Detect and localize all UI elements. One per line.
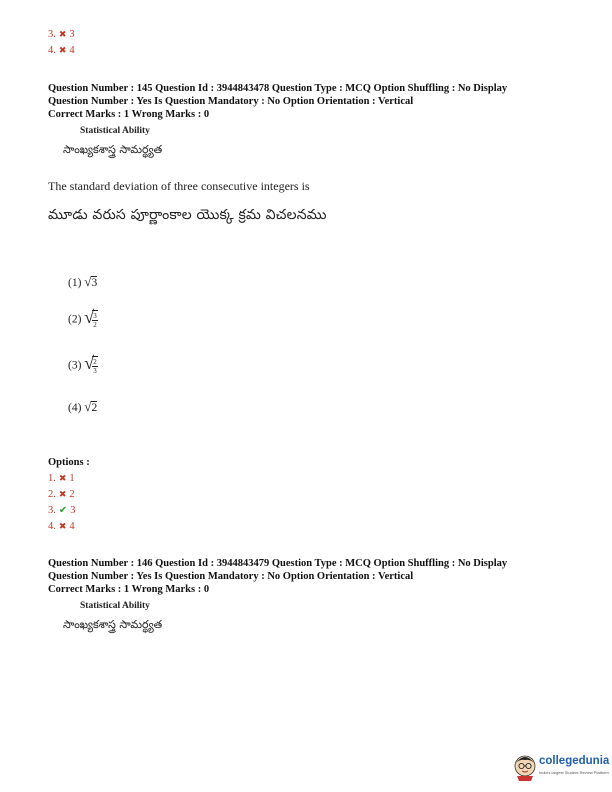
wrong-mark-icon: ✖ xyxy=(58,29,67,39)
radicand: 3 xyxy=(91,277,98,289)
meta-line-3: Correct Marks : 1 Wrong Marks : 0 xyxy=(48,109,210,120)
option-row xyxy=(48,489,75,500)
option-row xyxy=(48,29,75,40)
section-name-en: Statistical Ability xyxy=(80,601,150,611)
radicand: 2 xyxy=(91,402,98,414)
collegedunia-logo xyxy=(512,752,610,782)
choice-2 xyxy=(68,307,98,329)
option-number: 4. xyxy=(48,521,56,532)
question-meta-145 xyxy=(48,82,608,121)
meta-line-2: Question Number : Yes Is Question Mandatory : No Option Orientation : Vertical xyxy=(48,96,414,107)
option-number: 2. xyxy=(48,489,56,500)
choice-label: (4) xyxy=(68,402,82,414)
logo-brand-text: collegedunia xyxy=(539,755,610,767)
question-text-en: The standard deviation of three consecutive integers is xyxy=(48,179,310,193)
option-row-correct xyxy=(48,505,76,516)
meta-line-3: Correct Marks : 1 Wrong Marks : 0 xyxy=(48,584,210,595)
option-value: 2 xyxy=(69,489,75,500)
sqrt-symbol: √ xyxy=(84,399,92,414)
option-number: 1. xyxy=(48,473,56,484)
meta-line-1: Question Number : 146 Question Id : 3944843479 Question Type : MCQ Option Shuffling : No Display xyxy=(48,558,508,569)
option-value: 3 xyxy=(70,505,76,516)
option-number: 3. xyxy=(48,505,56,516)
option-value: 4 xyxy=(69,45,75,56)
choice-label: (1) xyxy=(68,277,82,289)
option-number: 4. xyxy=(48,45,56,56)
meta-line-2: Question Number : Yes Is Question Mandatory : No Option Orientation : Vertical xyxy=(48,571,414,582)
choice-label: (2) xyxy=(68,313,82,326)
choice-4 xyxy=(68,399,97,415)
option-value: 1 xyxy=(69,473,75,484)
check-mark-icon: ✔ xyxy=(58,505,68,516)
question-meta-146 xyxy=(48,557,608,596)
choice-label: (3) xyxy=(68,359,82,372)
wrong-mark-icon: ✖ xyxy=(58,473,67,483)
wrong-mark-icon: ✖ xyxy=(58,489,67,499)
fraction-denominator: 3 xyxy=(93,367,97,375)
wrong-mark-icon: ✖ xyxy=(58,45,67,55)
options-heading: Options : xyxy=(48,457,90,468)
sqrt-symbol: √ xyxy=(84,307,95,327)
option-row xyxy=(48,473,75,484)
option-value: 3 xyxy=(69,29,75,40)
question-text-te: మూడు వరుస పూర్ణాంకాల యొక్క క్రమ విచలనము xyxy=(48,207,327,223)
option-row xyxy=(48,521,75,532)
option-row xyxy=(48,45,75,56)
sqrt-symbol: √ xyxy=(84,274,92,289)
meta-line-1: Question Number : 145 Question Id : 3944843478 Question Type : MCQ Option Shuffling : No Display xyxy=(48,83,508,94)
sqrt-symbol: √ xyxy=(84,353,95,373)
section-name-te: సాంఖ్యకశాస్త్ర సామర్థ్యత xyxy=(63,618,163,631)
fraction-denominator: 2 xyxy=(93,321,97,329)
logo-tagline: India's largest Student Review Platform xyxy=(539,770,609,775)
option-number: 3. xyxy=(48,29,56,40)
section-name-te: సాంఖ్యకశాస్త్ర సామర్థ్యత xyxy=(63,143,163,156)
fraction-numerator: 3 xyxy=(93,312,97,320)
section-name-en: Statistical Ability xyxy=(80,126,150,136)
sqrt-fraction xyxy=(84,307,98,329)
choice-1 xyxy=(68,274,97,290)
sqrt-fraction xyxy=(84,353,98,375)
fraction-numerator: 2 xyxy=(93,358,97,366)
option-value: 4 xyxy=(69,521,75,532)
wrong-mark-icon: ✖ xyxy=(58,521,67,531)
choice-3 xyxy=(68,353,98,375)
